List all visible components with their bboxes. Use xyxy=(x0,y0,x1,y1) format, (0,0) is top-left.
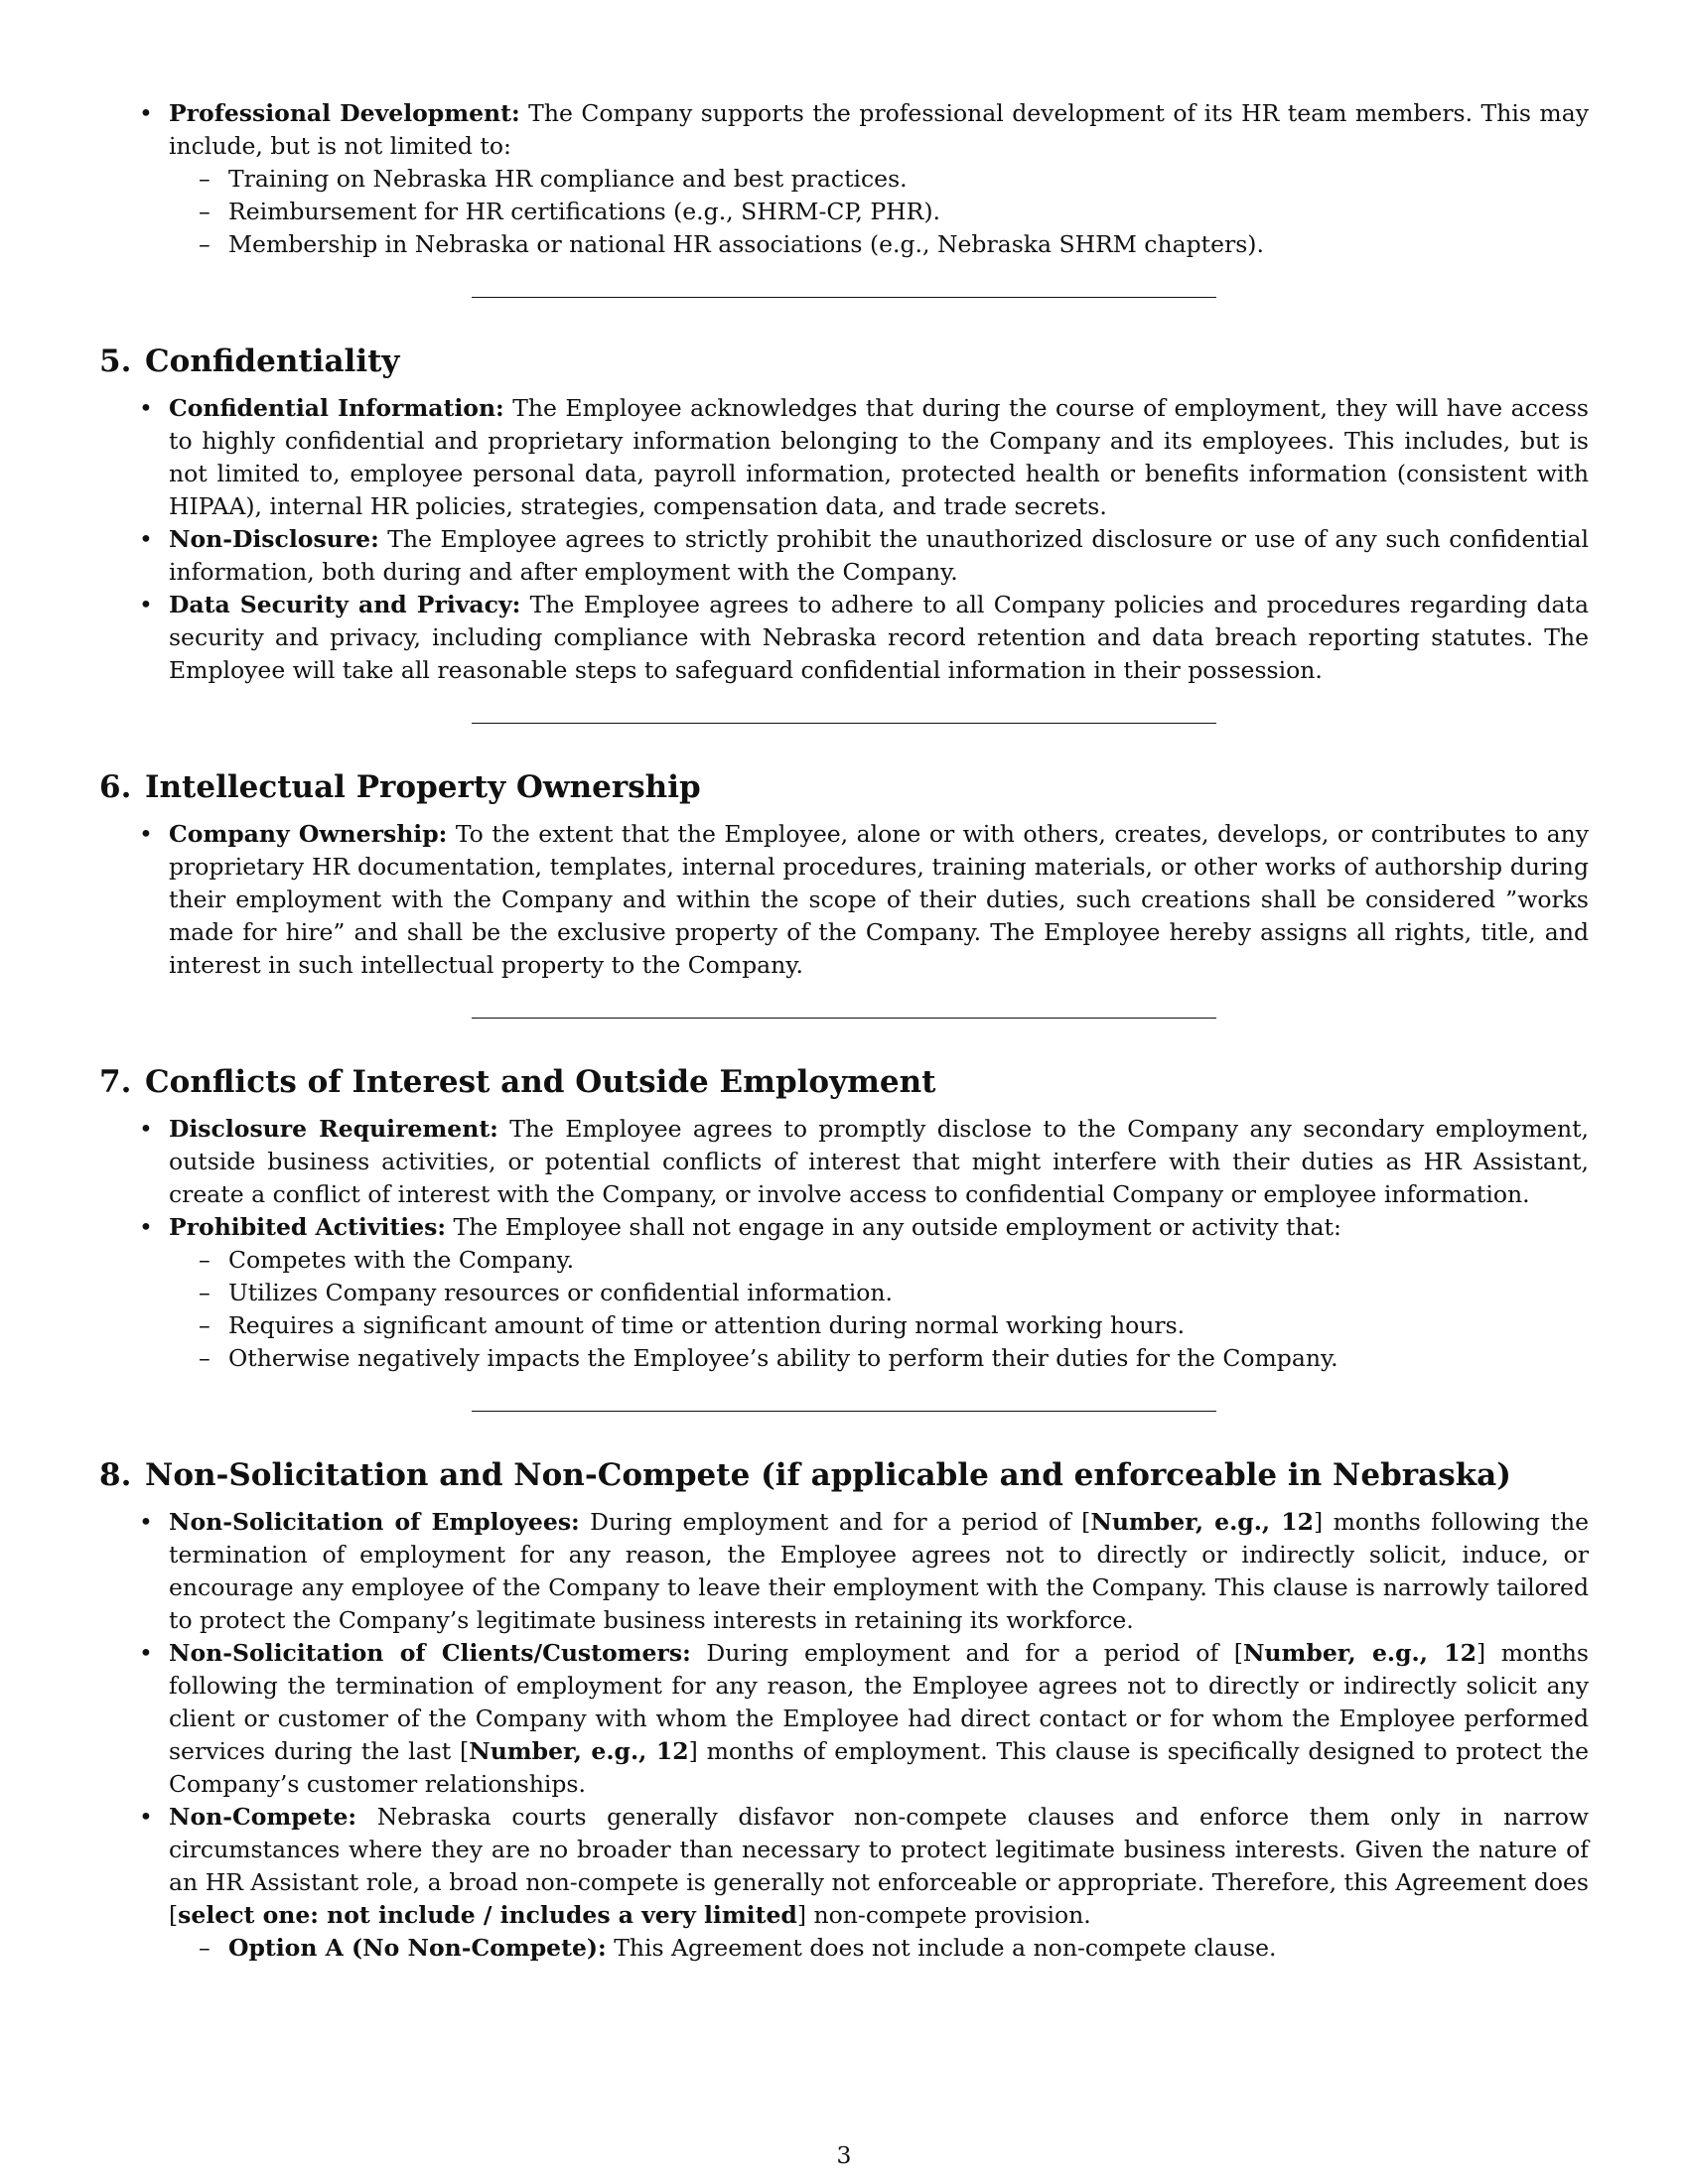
item-text: The Employee agrees to promptly disclose to the Company any secondary employment, outside business activities, or potential conflicts of interest that might interfere with their duties as HR Assistant, create a conflict of interest with the Company, or involve access to confidential Company or employee information. xyxy=(169,1115,1589,1208)
item-text: The Employee agrees to strictly prohibit the unauthorized disclosure or use of any such confidential information, both during and after employment with the Company. xyxy=(169,525,1589,586)
list-item xyxy=(99,1506,1589,1637)
item-text: The Employee agrees to adhere to all Company policies and procedures regarding data security and privacy, including compliance with Nebraska record retention and data breach reporting statutes. The Employee will take all reasonable steps to safeguard confidential information in their possession. xyxy=(169,591,1589,684)
sub-list-item: – Competes with the Company. xyxy=(169,1244,1589,1277)
item-text: The Employee shall not engage in any outside employment or activity that: xyxy=(446,1213,1341,1241)
sub-list-item: – Requires a significant amount of time or attention during normal working hours. xyxy=(169,1309,1589,1342)
sub-list-item: – Otherwise negatively impacts the Employee’s ability to perform their duties for the Company. xyxy=(169,1342,1589,1375)
item-text: During employment and for a period of [ xyxy=(579,1508,1091,1536)
professional-development-list xyxy=(99,97,1589,261)
section-number: 5. xyxy=(99,343,132,379)
item-text: To the extent that the Employee, alone or with others, creates, develops, or contributes to any proprietary HR documentation, templates, internal procedures, training materials, or other works of authorship during their employment with the Company and within the scope of their duties, such creations shall be considered ”works made for hire” and shall be the exclusive property of the Company. The Employee hereby assigns all rights, title, and interest in such intellectual property to the Company. xyxy=(169,820,1589,979)
page-number: 3 xyxy=(836,2141,852,2169)
sub-list xyxy=(169,1244,1589,1375)
item-text: The Company supports the professional development of its HR team members. This may include, but is not limited to: xyxy=(169,99,1589,160)
intellectual-property-list xyxy=(99,818,1589,982)
sub-list-item: – Utilizes Company resources or confidential information. xyxy=(169,1277,1589,1309)
item-label: Company Ownership: xyxy=(169,820,448,848)
placeholder-field: Number, e.g., 12 xyxy=(1090,1508,1314,1536)
confidentiality-list xyxy=(99,392,1589,687)
list-item-professional-development xyxy=(99,97,1589,261)
sub-list-item: – Membership in Nebraska or national HR associations (e.g., Nebraska SHRM chapters). xyxy=(169,228,1589,261)
item-label: Option A (No Non-Compete): xyxy=(228,1934,607,1962)
item-label: Non-Compete: xyxy=(169,1803,357,1831)
sub-list xyxy=(169,163,1589,261)
item-label: Disclosure Requirement: xyxy=(169,1115,498,1143)
section-heading-confidentiality xyxy=(99,341,1589,381)
placeholder-field: select one: not include / includes a very limited xyxy=(178,1901,797,1929)
section-heading-intellectual-property xyxy=(99,767,1589,807)
sub-list-item: – Reimbursement for HR certifications (e.g., SHRM-CP, PHR). xyxy=(169,196,1589,228)
section-heading-non-solicitation xyxy=(99,1455,1589,1495)
item-text: The Employee acknowledges that during the course of employment, they will have access to highly confidential and proprietary information belonging to the Company and its employees. This includes, but is not limited to, employee personal data, payroll information, protected health or benefits information (consistent with HIPAA), internal HR policies, strategies, compensation data, and trade secrets. xyxy=(169,394,1589,520)
list-item xyxy=(99,523,1589,589)
section-title: Non-Solicitation and Non-Compete (if applicable and enforceable in Nebraska) xyxy=(145,1457,1511,1493)
conflicts-list xyxy=(99,1113,1589,1375)
item-text: During employment and for a period of [ xyxy=(690,1639,1243,1667)
list-item xyxy=(99,589,1589,687)
sub-list xyxy=(169,1932,1589,1965)
section-number: 8. xyxy=(99,1457,132,1493)
item-text: ] months following the termination of employment for any reason, the Employee agrees not to directly or indirectly solicit, induce, or encourage any employee of the Company to leave their employment with the Company. This clause is narrowly tailored to protect the Company’s legitimate business interests in retaining its workforce. xyxy=(169,1508,1590,1634)
document-page xyxy=(99,97,1589,1965)
item-text: Nebraska courts generally disfavor non-compete clauses and enforce them only in narrow circumstances where they are no broader than necessary to protect legitimate business interests. Given the nature of an HR Assistant role, a broad non-compete is generally not enforceable or appropriate. Therefore, this Agreement does [ xyxy=(169,1803,1589,1929)
placeholder-field: Number, e.g., 12 xyxy=(469,1737,689,1765)
item-label: Non-Disclosure: xyxy=(169,525,379,553)
list-item xyxy=(99,392,1589,523)
list-item xyxy=(99,1637,1589,1801)
item-label: Confidential Information: xyxy=(169,394,504,422)
section-title: Intellectual Property Ownership xyxy=(145,769,701,805)
section-title: Confidentiality xyxy=(145,343,400,379)
item-label: Non-Solicitation of Employees: xyxy=(169,1508,580,1536)
list-item xyxy=(99,1113,1589,1211)
item-text: ] months of employment. This clause is specifically designed to protect the Company’s customer relationships. xyxy=(169,1737,1589,1798)
non-solicitation-list xyxy=(99,1506,1589,1965)
item-text: This Agreement does not include a non-compete clause. xyxy=(606,1934,1277,1962)
item-label: Non-Solicitation of Clients/Customers: xyxy=(169,1639,691,1667)
section-title: Conflicts of Interest and Outside Employment xyxy=(145,1064,936,1100)
list-item xyxy=(99,1801,1589,1965)
section-heading-conflicts-of-interest xyxy=(99,1062,1589,1102)
list-item xyxy=(99,818,1589,982)
item-text: ] months following the termination of employment for any reason, the Employee agrees not to directly or indirectly solicit any client or customer of the Company with whom the Employee had direct contact or for whom the Employee performed services during the last [ xyxy=(169,1639,1589,1765)
sub-list-item xyxy=(169,1932,1589,1965)
placeholder-field: Number, e.g., 12 xyxy=(1242,1639,1477,1667)
item-label: Data Security and Privacy: xyxy=(169,591,521,618)
section-number: 7. xyxy=(99,1064,132,1100)
item-label: Professional Development: xyxy=(169,99,520,127)
list-item xyxy=(99,1211,1589,1375)
section-number: 6. xyxy=(99,769,132,805)
item-text: ] non-compete provision. xyxy=(796,1901,1091,1929)
item-label: Prohibited Activities: xyxy=(169,1213,447,1241)
sub-list-item: – Training on Nebraska HR compliance and best practices. xyxy=(169,163,1589,196)
